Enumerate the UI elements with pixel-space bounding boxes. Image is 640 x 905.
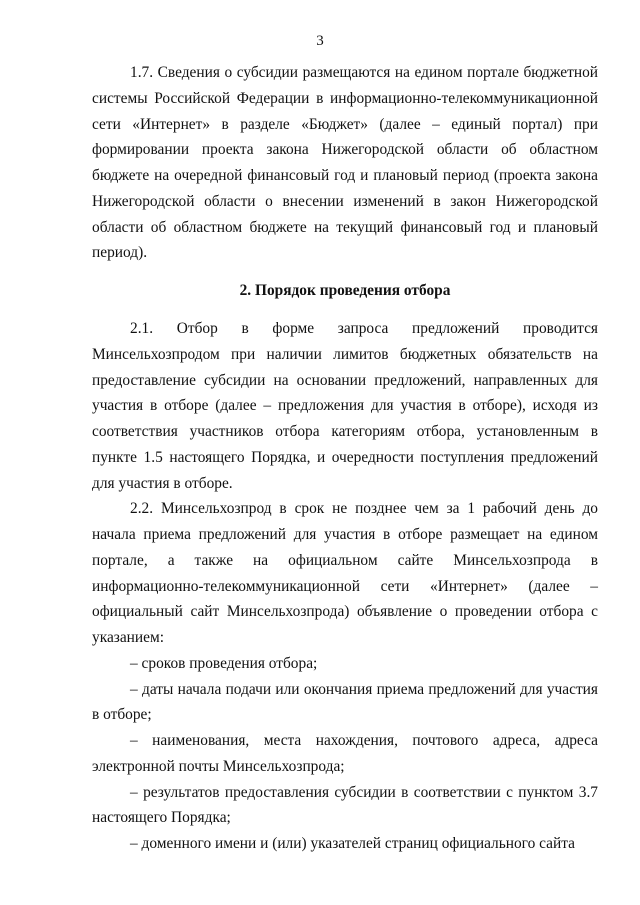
page-number: 3 bbox=[316, 33, 324, 49]
document-body bbox=[92, 60, 598, 857]
paragraph-1-7: 1.7. Сведения о субсидии размещаются на едином портале бюджетной системы Российской Федерации в информационно-телекоммуникационной сети «Интернет» в разделе «Бюджет» (далее – единый портал) при формировании проекта закона Нижегородской области об областном бюджете на очередной финансовый год и плановый период (проекта закона Нижегородской области о внесении изменений в закон Нижегородской области об областном бюджете на текущий финансовый год и плановый период). bbox=[92, 64, 598, 262]
list-item: – сроков проведения отбора; bbox=[130, 654, 318, 672]
section-heading: 2. Порядок проведения отбора bbox=[239, 282, 451, 299]
list-item: – доменного имени и (или) указателей страниц официального сайта bbox=[130, 835, 575, 852]
list-item: – наименования, места нахождения, почтового адреса, адреса электронной почты Минсельхозпрода; bbox=[92, 732, 598, 775]
list-item: – результатов предоставления субсидии в соответствии с пунктом 3.7 настоящего Порядка; bbox=[92, 783, 598, 827]
paragraph-2-2: 2.2. Минсельхозпрод в срок не позднее чем за 1 рабочий день до начала приема предложений для участия в отборе размещает на едином портале, а также на официальном сайте Минсельхозпрода в информационно-телекоммуникационной сети «Интернет» (далее – официальный сайт Минсельхозпрода) объявление о проведении отбора с указанием: bbox=[92, 500, 598, 646]
paragraph-2-1: 2.1. Отбор в форме запроса предложений проводится Минсельхозпродом при наличии лимитов бюджетных обязательств на предоставление субсидии на основании предложений, направленных для участия в отборе (далее – предложения для участия в отборе), исходя из соответствия участников отбора категориям отбора, установленным в пункте 1.5 настоящего Порядка, и очередности поступления предложений для участия в отборе. bbox=[92, 320, 598, 492]
list-item: – даты начала подачи или окончания приема предложений для участия в отборе; bbox=[92, 680, 598, 724]
